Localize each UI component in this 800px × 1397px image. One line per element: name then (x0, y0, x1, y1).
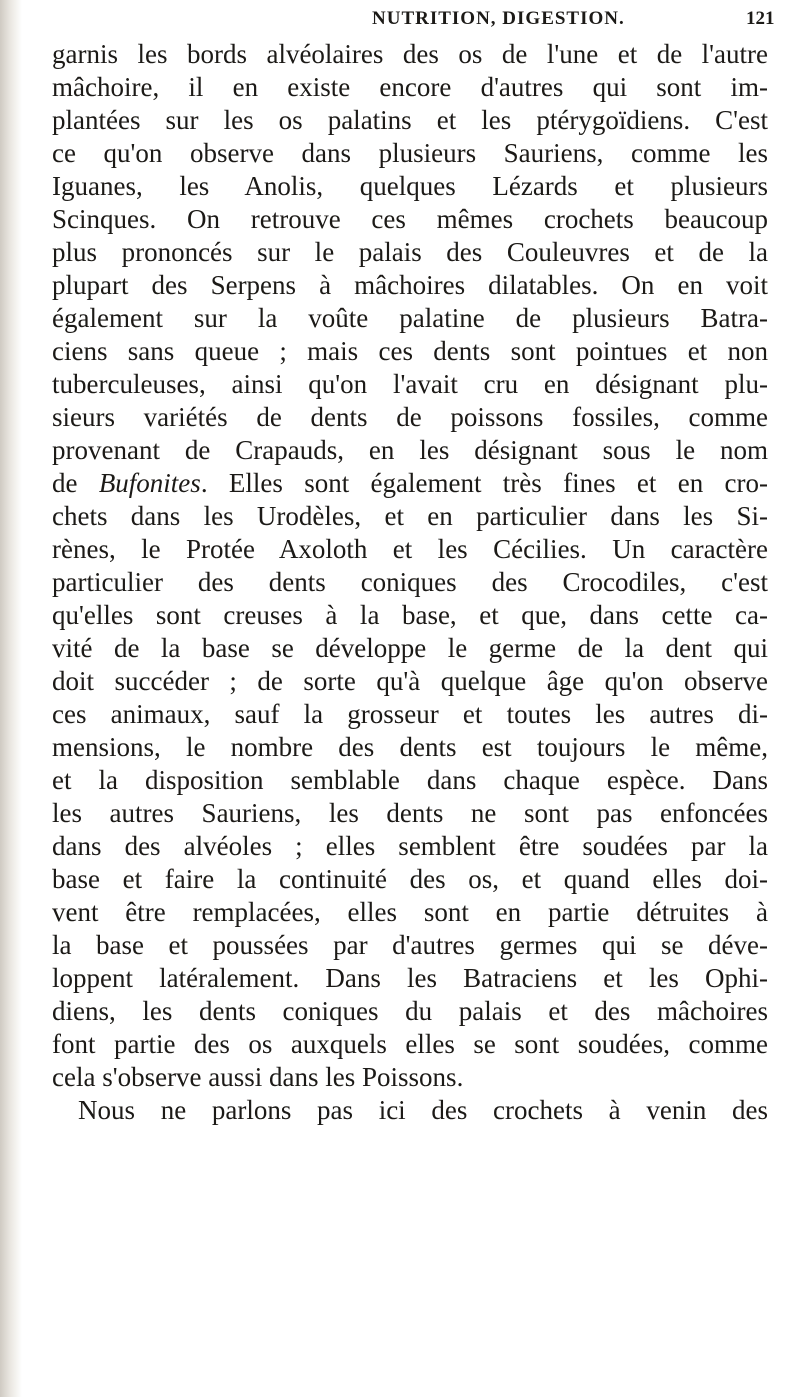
text-line: loppent latéralement. Dans les Batraciens et les Ophi- (52, 963, 768, 993)
text-line: mensions, le nombre des dents est toujours le même, (52, 732, 768, 762)
text-line: tuberculeuses, ainsi qu'on l'avait cru en désignant plu- (52, 369, 768, 399)
text-line: vent être remplacées, elles sont en partie détruites à (52, 897, 768, 927)
text-line (52, 467, 768, 500)
text-segment: . Elles sont également très fines et en cro- (200, 468, 768, 498)
binding-shadow (0, 0, 22, 1397)
text-line: ce qu'on observe dans plusieurs Sauriens, comme les (52, 138, 768, 168)
running-head-title: NUTRITION, DIGESTION. (372, 8, 625, 29)
text-line: vité de la base se développe le germe de la dent qui (52, 633, 768, 663)
running-head (0, 8, 800, 38)
text-line: plus prononcés sur le palais des Couleuvres et de la (52, 237, 768, 267)
text-line: qu'elles sont creuses à la base, et que, dans cette ca- (52, 600, 768, 630)
text-line: plupart des Serpens à mâchoires dilatables. On en voit (52, 270, 768, 300)
text-line: diens, les dents coniques du palais et des mâchoires (52, 996, 768, 1026)
text-line: provenant de Crapauds, en les désignant sous le nom (52, 435, 768, 465)
text-line: doit succéder ; de sorte qu'à quelque âge qu'on observe (52, 666, 768, 696)
text-line: ces animaux, sauf la grosseur et toutes les autres di- (52, 699, 768, 729)
italic-term: Bufonites (98, 468, 201, 498)
text-line: dans des alvéoles ; elles semblent être soudées par la (52, 831, 768, 861)
text-line: particulier des dents coniques des Crocodiles, c'est (52, 567, 768, 597)
text-line: également sur la voûte palatine de plusieurs Batra- (52, 303, 768, 333)
text-line: les autres Sauriens, les dents ne sont pas enfoncées (52, 798, 768, 828)
page-number: 121 (746, 8, 775, 29)
text-line: garnis les bords alvéolaires des os de l'une et de l'autre (52, 39, 768, 69)
text-line: cela s'observe aussi dans les Poissons. (52, 1062, 464, 1092)
text-line: base et faire la continuité des os, et quand elles doi- (52, 864, 768, 894)
text-line: mâchoire, il en existe encore d'autres qui sont im- (52, 72, 768, 102)
text-line: font partie des os auxquels elles se sont soudées, comme (52, 1029, 768, 1059)
text-line: plantées sur les os palatins et les ptérygoïdiens. C'est (52, 105, 768, 135)
text-line: la base et poussées par d'autres germes qui se déve- (52, 930, 768, 960)
body-text (52, 38, 768, 1127)
text-line: et la disposition semblable dans chaque espèce. Dans (52, 765, 768, 795)
text-line: sieurs variétés de dents de poissons fossiles, comme (52, 402, 768, 432)
text-line: chets dans les Urodèles, et en particulier dans les Si- (52, 501, 768, 531)
text-line: ciens sans queue ; mais ces dents sont pointues et non (52, 336, 768, 366)
text-line: Nous ne parlons pas ici des crochets à venin des (78, 1095, 768, 1125)
text-line: Iguanes, les Anolis, quelques Lézards et plusieurs (52, 171, 768, 201)
text-line: Scinques. On retrouve ces mêmes crochets beaucoup (52, 204, 768, 234)
text-segment: de (52, 468, 99, 498)
text-line: rènes, le Protée Axoloth et les Cécilies. Un caractère (52, 534, 768, 564)
